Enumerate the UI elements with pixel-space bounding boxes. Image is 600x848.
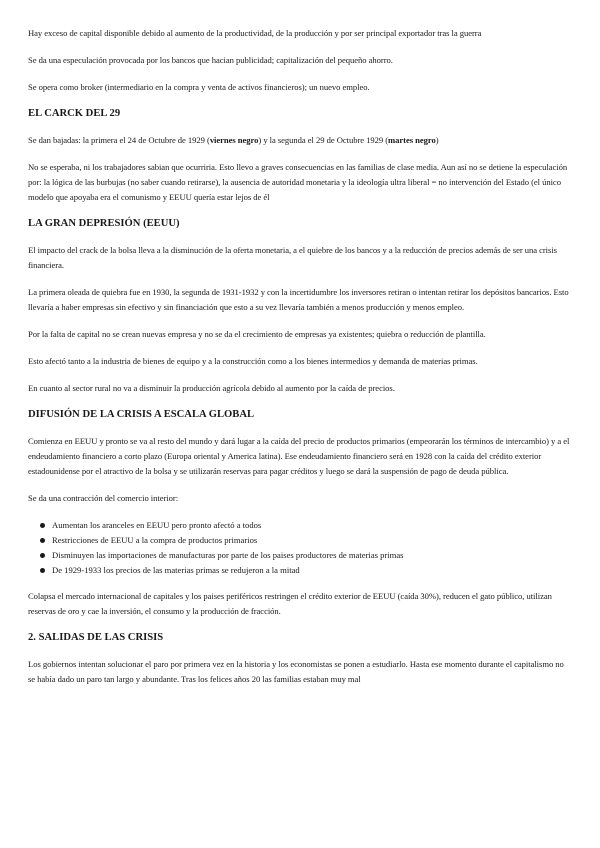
paragraph-oleadas-quiebra: La primera oleada de quiebra fue en 1930, la segunda de 1931-1932 y con la incertidumbre los inversores retiran o intentan retirar los depósitos bancarios. Esto llevaría a haber empresas sin efectivo y sin financiación que esto a su vez llevaría también a menos producción y menos empleo. — [28, 287, 569, 312]
bullet-list-comercio — [28, 518, 572, 578]
list-item-text: De 1929-1933 los precios de las materias primas se redujeron a la mitad — [52, 565, 300, 575]
bullet-icon — [40, 523, 45, 528]
paragraph-exceso-capital: Hay exceso de capital disponible debido al aumento de la productividad, de la producción y por ser principal exportador tras la guerra — [28, 28, 482, 38]
viernes-negro-label: viernes negro — [209, 135, 259, 145]
paragraph-broker: Se opera como broker (intermediario en la compra y venta de activos financieros); un nuevo empleo. — [28, 82, 370, 92]
list-item — [40, 518, 572, 533]
paragraph-especulacion: Se da una especulación provocada por los bancos que hacian publicidad; capitalización del pequeño ahorro. — [28, 55, 393, 65]
heading-salidas-crisis: 2. SALIDAS DE LAS CRISIS — [28, 632, 164, 643]
heading-crack-29: EL CARCK DEL 29 — [28, 108, 121, 119]
bajadas-text-3: ) — [435, 135, 439, 145]
list-item — [40, 533, 572, 548]
paragraph-falta-capital: Por la falta de capital no se crean nuevas empresa y no se da el crecimiento de empresas ya existentes; quiebra o reducción de plantilla. — [28, 329, 486, 339]
list-item — [40, 563, 572, 578]
martes-negro-label: martes negro — [388, 135, 436, 145]
list-item-text: Aumentan los aranceles en EEUU pero pronto afectó a todos — [52, 520, 262, 530]
list-item — [40, 548, 572, 563]
bajadas-text-1: Se dan bajadas: la primera el 24 de Octubre de 1929 ( — [28, 135, 210, 145]
bajadas-text-2: ) y la segunda el 29 de Octubre 1929 ( — [258, 135, 389, 145]
list-item-text: Restricciones de EEUU a la compra de productos primarios — [52, 535, 258, 545]
paragraph-gobiernos-paro: Los gobiernos intentan solucionar el paro por primera vez en la historia y los economistas se ponen a estudiarlo. Hasta ese momento durante el capitalismo no se había dado un paro tan largo y abundante. Tras los felices años 20 las familias estaban muy mal — [28, 659, 564, 684]
paragraph-colapsa-mercado: Colapsa el mercado internacional de capitales y los paises periféricos restringen el crédito exterior de EEUU (caída 30%), reducen el gato público, utilizan reservas de oro y cae la inversión, el consumo y la producción de fracción. — [28, 591, 552, 616]
paragraph-bajadas — [28, 133, 572, 148]
paragraph-comienza-eeuu: Comienza en EEUU y pronto se va al resto del mundo y dará lugar a la caída del precio de productos primarios (empeorarán los términos de intercambio) y a el endeudamiento financiero a corto plazo (Europa oriental y America latina). Ese endeudamiento financiero será en 1928 con la caída del crédito exterior estadounidense por el atractivo de la bolsa y se utilizarán reservas para pagar créditos y luego se dará la suspensión de pago de deuda pública. — [28, 436, 570, 476]
paragraph-no-se-esperaba: No se esperaba, ni los trabajadores sabian que ocurriria. Esto llevo a graves consecuencias en las familias de clase media. Aun así no se detiene la especulación por: la lógica de las burbujas (no saber cuando retirarse), la ausencia de autoridad monetaria y la ideología ultra liberal = no intervención del Estado (el único modelo que apoyaba era el comunismo y EEUU quería estar lejos de él — [28, 162, 568, 202]
bullet-icon — [40, 568, 45, 573]
bullet-icon — [40, 538, 45, 543]
paragraph-sector-rural: En cuanto al sector rural no va a disminuir la producción agrícola debido al aumento por la caída de precios. — [28, 383, 395, 393]
heading-gran-depresion: LA GRAN DEPRESIÓN (EEUU) — [28, 218, 180, 229]
paragraph-contraccion-comercio: Se da una contracción del comercio interior: — [28, 493, 179, 503]
list-item-text: Disminuyen las importaciones de manufacturas por parte de los paises productores de materias primas — [52, 550, 404, 560]
heading-difusion-global: DIFUSIÓN DE LA CRISIS A ESCALA GLOBAL — [28, 409, 255, 420]
paragraph-industria: Esto afectó tanto a la industria de bienes de equipo y a la construcción como a los bienes intermedios y demanda de materias primas. — [28, 356, 478, 366]
bullet-icon — [40, 553, 45, 558]
paragraph-impacto-crack: El impacto del crack de la bolsa lleva a la disminución de la oferta monetaria, a el quiebre de los bancos y a la reducción de precios además de ser una crisis financiera. — [28, 245, 557, 270]
